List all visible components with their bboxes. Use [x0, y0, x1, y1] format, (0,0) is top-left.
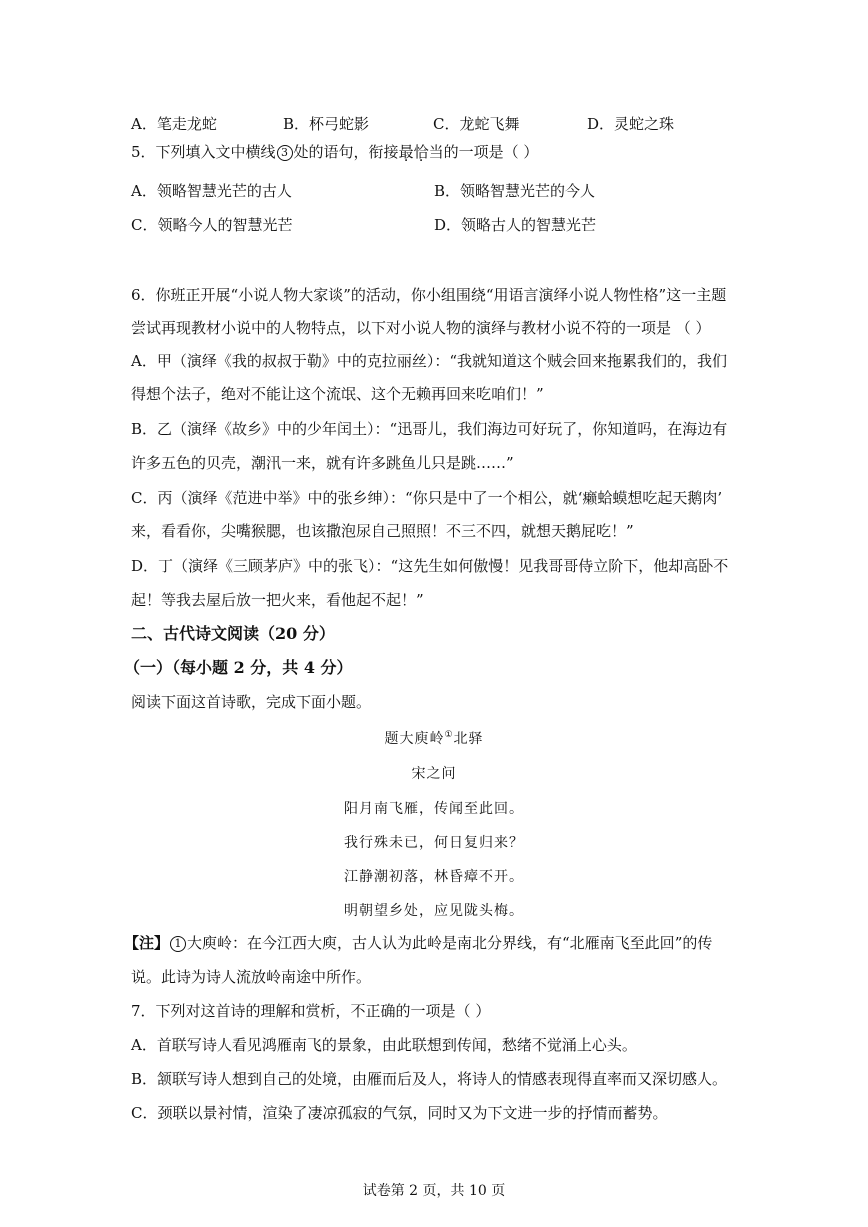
q7-stem: 7．下列对这首诗的理解和赏析，不正确的一项是（ ） — [131, 1002, 491, 1020]
q6-option-b-line2: 许多五色的贝壳，潮汛一来，就有许多跳鱼儿只是跳……” — [131, 454, 514, 472]
q6-option-d-line2: 起！等我去屋后放一把火来，看他起不起！” — [131, 591, 424, 609]
poem-author: 宋之问 — [411, 766, 457, 782]
note-line2: 说。此诗为诗人流放岭南途中所作。 — [131, 968, 372, 986]
q5-option-d: D．领略古人的智慧光芒 — [434, 216, 597, 234]
q4-option-c: C．龙蛇飞舞 — [433, 115, 520, 133]
poem-title-tail: 北驿 — [453, 731, 484, 747]
q5-option-b: B．领略智慧光芒的今人 — [434, 182, 596, 200]
reading-instruction: 阅读下面这首诗歌，完成下面小题。 — [131, 693, 372, 711]
q4-option-a: A．笔走龙蛇 — [131, 115, 217, 133]
q6-option-c-line2: 来，看看你，尖嘴猴腮，也该撒泡尿自己照照！不三不四，就想天鹅屁吃！” — [131, 522, 634, 540]
poem-line: 阳月南飞雁，传闻至此回。 — [344, 801, 524, 817]
q5-emphasis-2: 恰 — [413, 143, 429, 161]
note-circled-marker: 1 — [170, 936, 186, 952]
q5-circled-marker: 3 — [277, 145, 293, 161]
q4-option-b: B．杯弓蛇影 — [283, 115, 370, 133]
poem-title — [0, 728, 868, 748]
q5-emphasis-1: 最 — [398, 143, 414, 161]
q5-stem-suffix: 当的一项是（ ） — [428, 143, 539, 161]
section-heading: 二、古代诗文阅读（20 分） — [131, 624, 335, 643]
q6-option-a-line1: A．甲（演绎《我的叔叔于勒》中的克拉丽丝）：“我就知道这个贼会回来拖累我们的，我们 — [131, 352, 728, 370]
note-line1 — [124, 933, 712, 953]
q6-option-a-line2: 得想个法子，绝对不能让这个流氓、这个无赖再回来吃咱们！” — [131, 385, 544, 403]
q6-stem-line2: 尝试再现教材小说中的人物特点，以下对小说人物的演绎与教材小说不符的一项是 （ ） — [131, 319, 711, 337]
q6-option-b-line1: B．乙（演绎《故乡》中的少年闰土）：“迅哥儿，我们海边可好玩了，你知道吗，在海边有 — [131, 420, 728, 438]
q5-stem-mid: 处的语句，衔接 — [293, 143, 399, 161]
poem-title-main: 题大庾岭 — [384, 731, 445, 747]
page-footer: 试卷第 2 页，共 10 页 — [362, 1183, 506, 1199]
poem-line: 我行殊未已，何日复归来？ — [344, 835, 524, 851]
q6-option-d-line1: D．丁（演绎《三顾茅庐》中的张飞）：“这先生如何傲慢！见我哥哥侍立阶下，他却高卧不 — [131, 557, 729, 575]
q5-option-c: C．领略今人的智慧光芒 — [131, 216, 293, 234]
q5-option-a: A．领略智慧光芒的古人 — [131, 182, 292, 200]
q6-stem-line1: 6．你班正开展“小说人物大家谈”的活动，你小组围绕“用语言演绎小说人物性格”这一主题 — [131, 286, 727, 304]
note-label: 【注】 — [124, 934, 170, 952]
poem-note-marker: ① — [444, 730, 454, 740]
q7-option-b: B．颔联写诗人想到自己的处境，由雁而后及人，将诗人的情感表现得直率而又深切感人。 — [131, 1070, 728, 1088]
poem-line: 明朝望乡处，应见陇头梅。 — [344, 903, 524, 919]
q4-option-d: D．灵蛇之珠 — [587, 115, 675, 133]
poem-line: 江静潮初落，林昏瘴不开。 — [344, 869, 524, 885]
q5-stem-prefix: 5．下列填入文中横线 — [131, 143, 276, 161]
q7-option-a: A．首联写诗人看见鸿雁南飞的景象，由此联想到传闻，愁绪不觉涌上心头。 — [131, 1036, 637, 1054]
q5-stem — [131, 142, 538, 162]
q6-option-c-line1: C．丙（演绎《范进中举》中的张乡绅）：“你只是中了一个相公，就‘癞蛤蟆想吃起天鹅肉’ — [131, 489, 723, 507]
q7-option-c: C．颈联以景衬情，渲染了凄凉孤寂的气氛，同时又为下文进一步的抒情而蓄势。 — [131, 1104, 668, 1122]
subsection-heading: （一）（每小题 2 分，共 4 分） — [124, 658, 353, 677]
note-text-line1: 大庾岭：在今江西大庾，古人认为此岭是南北分界线，有“北雁南飞至此回”的传 — [187, 934, 713, 952]
